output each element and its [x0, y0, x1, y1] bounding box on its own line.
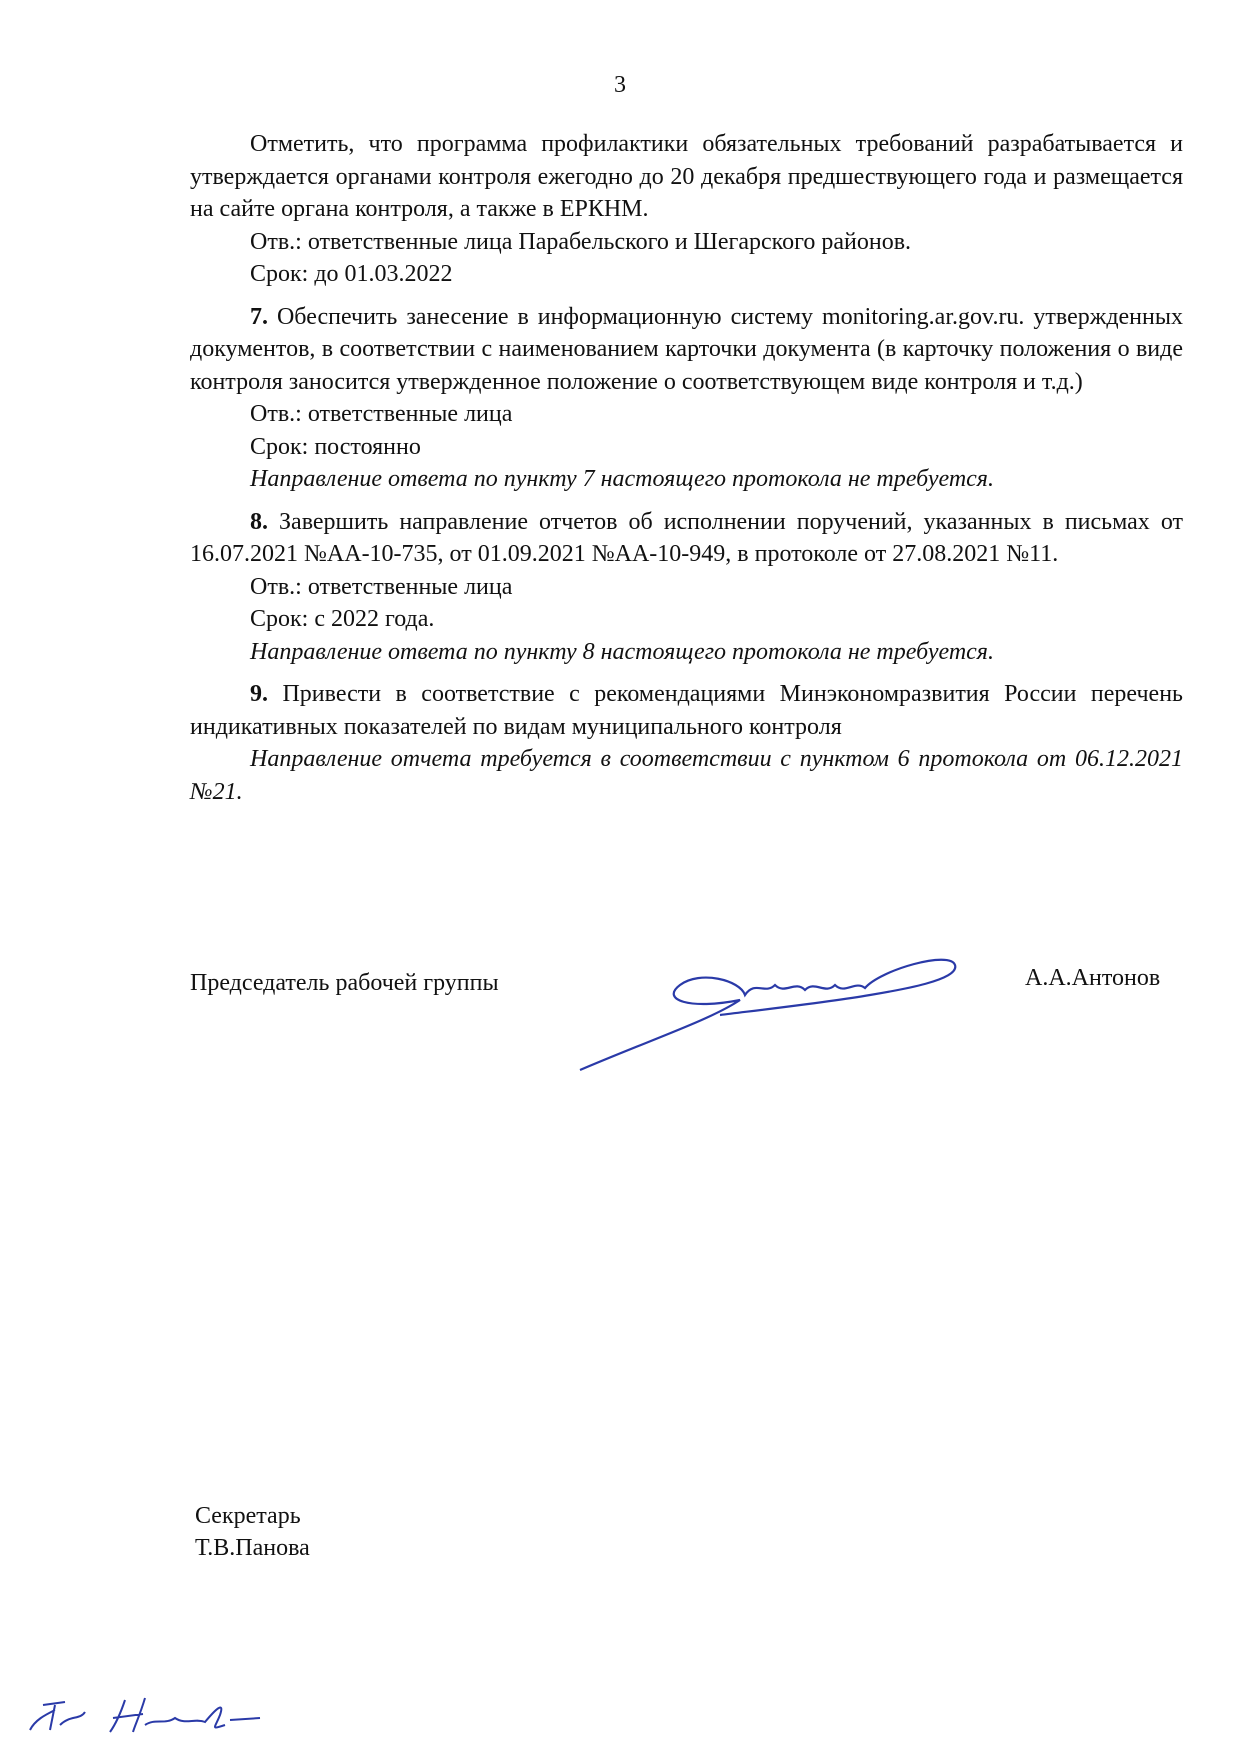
item-8-responsible: Отв.: ответственные лица: [250, 573, 513, 600]
document-body: [190, 128, 1183, 808]
item-7: [190, 301, 1183, 399]
chairman-role: Председатель рабочей группы: [190, 970, 499, 996]
item-8-note: Направление ответа по пункту 8 настоящего протокола не требуется.: [250, 638, 994, 665]
handwritten-initials: [25, 1690, 325, 1740]
item-9-text: Привести в соответствие с рекомендациями Минэкономразвития России перечень индикативных показателей по видам муниципального контроля: [190, 681, 1183, 740]
item-8-text: Завершить направление отчетов об исполнении поручений, указанных в письмах от 16.07.2021 №АА-10-735, от 01.09.2021 №АА-10-949, в протоколе от 27.08.2021 №11.: [190, 508, 1183, 567]
item-9-number: 9.: [250, 681, 268, 707]
item-7-text: Обеспечить занесение в информационную систему monitoring.ar.gov.ru. утвержденных документов, в соответствии с наименованием карточки документа (в карточку положения о виде контроля заносится утвержденное положение о соответствующем виде контроля и т.д.): [190, 303, 1183, 395]
page-number: 3: [614, 72, 626, 98]
chairman-name: А.А.Антонов: [1025, 965, 1161, 991]
secretary-name: Т.В.Панова: [195, 1535, 310, 1561]
intro-deadline: Срок: до 01.03.2022: [250, 261, 453, 287]
item-7-deadline: Срок: постоянно: [250, 433, 421, 460]
secretary-role: Секретарь: [195, 1503, 301, 1529]
intro-paragraph: Отметить, что программа профилактики обязательных требований разрабатывается и утверждается органами контроля ежегодно до 20 декабря предшествующего года и размещается на сайте органа контроля, а также в ЕРКНМ.: [190, 131, 1183, 222]
item-9-note: Направление отчета требуется в соответствии с пунктом 6 протокола от 06.12.2021 №21.: [190, 746, 1183, 805]
secretary-block: [195, 1500, 310, 1564]
item-8: [190, 506, 1183, 571]
item-7-responsible: Отв.: ответственные лица: [250, 401, 513, 427]
chairman-signature: [570, 940, 970, 1090]
item-7-number: 7.: [250, 303, 268, 330]
item-7-note: Направление ответа по пункту 7 настоящего протокола не требуется.: [250, 466, 994, 492]
item-8-number: 8.: [250, 508, 268, 535]
intro-responsible: Отв.: ответственные лица Парабельского и Шегарского районов.: [250, 228, 912, 255]
item-8-deadline: Срок: с 2022 года.: [250, 606, 435, 632]
item-9: [190, 678, 1183, 743]
